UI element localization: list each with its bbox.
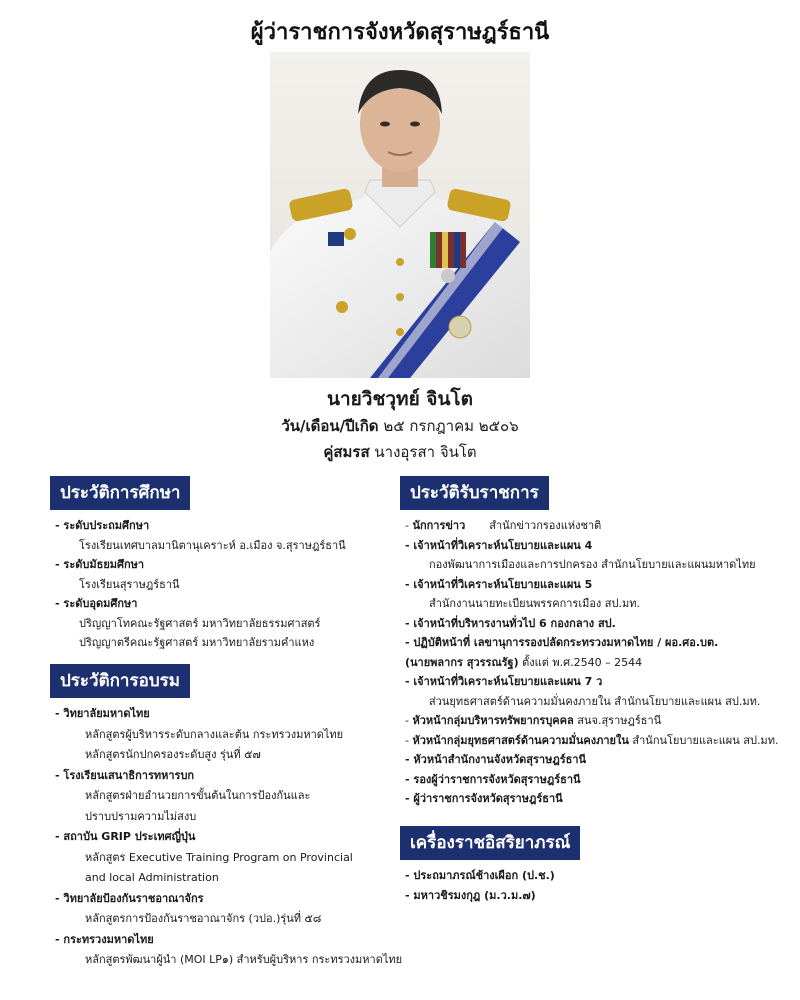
list-item-detail: สำนักงานนายทะเบียนพรรคการเมือง สป.มท.	[429, 597, 640, 610]
list-item-detail: หลักสูตร Executive Training Program on Provincial	[85, 850, 353, 864]
governor-name: นายวิชวุทย์ จินโต	[327, 388, 473, 410]
list-item: - หัวหน้ากลุ่มยุทธศาสตร์ด้านความมั่นคงภายใน สำนักนโยบายและแผน สป.มท.	[405, 733, 779, 747]
birth-date	[0, 414, 800, 438]
list-item: - เจ้าหน้าที่วิเคราะห์นโยบายและแผน 5	[405, 577, 593, 591]
birth-label: วัน/เดือน/ปีเกิด	[281, 417, 379, 435]
education-list	[55, 516, 385, 653]
list-item: - หัวหน้ากลุ่มบริหารทรัพยากรบุคคล สนจ.สุราษฎร์ธานี	[405, 714, 662, 727]
list-item: - วิทยาลัยป้องกันราชอาณาจักร	[55, 891, 204, 905]
training-list	[55, 704, 403, 971]
list-item-detail: หลักสูตรนักปกครองระดับสูง รุ่นที่ ๕๗	[85, 748, 261, 761]
list-item: - โรงเรียนเสนาธิการทหารบก	[55, 768, 195, 782]
list-item-detail: โรงเรียนสุราษฎร์ธานี	[79, 577, 180, 591]
list-item: - เจ้าหน้าที่บริหารงานทั่วไป 6 กองกลาง สป.	[405, 616, 616, 630]
list-item: - เจ้าหน้าที่วิเคราะห์นโยบายและแผน 7 ว	[405, 675, 603, 688]
list-item-detail: หลักสูตรฝ่ายอำนวยการขั้นต้นในการป้องกันและ	[85, 789, 311, 802]
governor-portrait	[270, 52, 530, 378]
list-item-detail: ปราบปรามความไม่สงบ	[85, 809, 197, 823]
list-item: - ประถมาภรณ์ช้างเผือก (ป.ช.)	[405, 869, 555, 882]
birth-value: ๒๕ กรกฎาคม ๒๕๐๖	[383, 417, 519, 435]
list-item-detail: กองพัฒนาการเมืองและการปกครอง สำนักนโยบายและแผนมหาดไทย	[429, 558, 756, 571]
list-item: - วิทยาลัยมหาดไทย	[55, 707, 150, 720]
list-item: - รองผู้ว่าราชการจังหวัดสุราษฎร์ธานี	[405, 772, 581, 786]
decorations-header: เครื่องราชอิสริยาภรณ์	[400, 826, 580, 860]
list-item: - กระทรวงมหาดไทย	[55, 932, 154, 946]
career-header: ประวัติรับราชการ	[400, 476, 549, 510]
list-item: - ระดับประถมศึกษา	[55, 519, 150, 532]
page-title: ผู้ว่าราชการจังหวัดสุราษฎร์ธานี	[250, 20, 550, 45]
list-item: - เจ้าหน้าที่วิเคราะห์นโยบายและแผน 4	[405, 538, 593, 552]
list-item-detail: ปริญญาตรีคณะรัฐศาสตร์ มหาวิทยาลัยรามคำแหง	[79, 636, 315, 649]
list-item: - ผู้ว่าราชการจังหวัดสุราษฎร์ธานี	[405, 792, 563, 805]
list-item-detail: หลักสูตรพัฒนาผู้นำ (MOI LP๑) สำหรับผู้บริหาร กระทรวงมหาดไทย	[85, 953, 403, 966]
list-item-detail: ส่วนยุทธศาสตร์ด้านความมั่นคงภายใน สำนักนโยบายและแผน สป.มท.	[429, 694, 761, 708]
list-item: - นักการข่าว สำนักข่าวกรองแห่งชาติ	[405, 519, 602, 532]
list-item-detail: โรงเรียนเทศบาลมานิตานุเคราะห์ อ.เมือง จ.สุราษฎร์ธานี	[79, 538, 346, 552]
list-item: - หัวหน้าสำนักงานจังหวัดสุราษฎร์ธานี	[405, 753, 587, 766]
list-item: - ระดับอุดมศึกษา	[55, 597, 138, 610]
spouse-info	[0, 440, 800, 464]
list-item-detail: หลักสูตรผู้บริหารระดับกลางและต้น กระทรวงมหาดไทย	[85, 727, 344, 741]
career-list	[405, 516, 795, 809]
list-item-detail: (นายพลากร สุวรรณรัฐ) ตั้งแต่ พ.ศ.2540 – 2544	[405, 655, 643, 669]
education-header: ประวัติการศึกษา	[50, 476, 190, 510]
list-item: - มหาวชิรมงกุฎ (ม.ว.ม.๗)	[405, 888, 536, 902]
portrait-image	[270, 52, 530, 378]
list-item: - ปฏิบัติหน้าที่ เลขานุการรองปลัดกระทรวงมหาดไทย / ผอ.ศอ.บต.	[405, 636, 719, 649]
training-header: ประวัติการอบรม	[50, 664, 190, 698]
list-item-detail: หลักสูตรการป้องกันราชอาณาจักร (วปอ.)รุ่นที่ ๕๘	[85, 912, 322, 925]
spouse-label: คู่สมรส	[323, 443, 370, 461]
list-item-detail: and local Administration	[85, 871, 219, 884]
list-item: - ระดับมัธยมศึกษา	[55, 558, 145, 571]
list-item-detail: ปริญญาโทคณะรัฐศาสตร์ มหาวิทยาลัยธรรมศาสตร์	[79, 616, 321, 630]
spouse-value: นางอุรสา จินโต	[374, 443, 477, 461]
list-item: - สถาบัน GRIP ประเทศญี่ปุ่น	[55, 830, 196, 843]
decorations-list	[405, 866, 785, 905]
